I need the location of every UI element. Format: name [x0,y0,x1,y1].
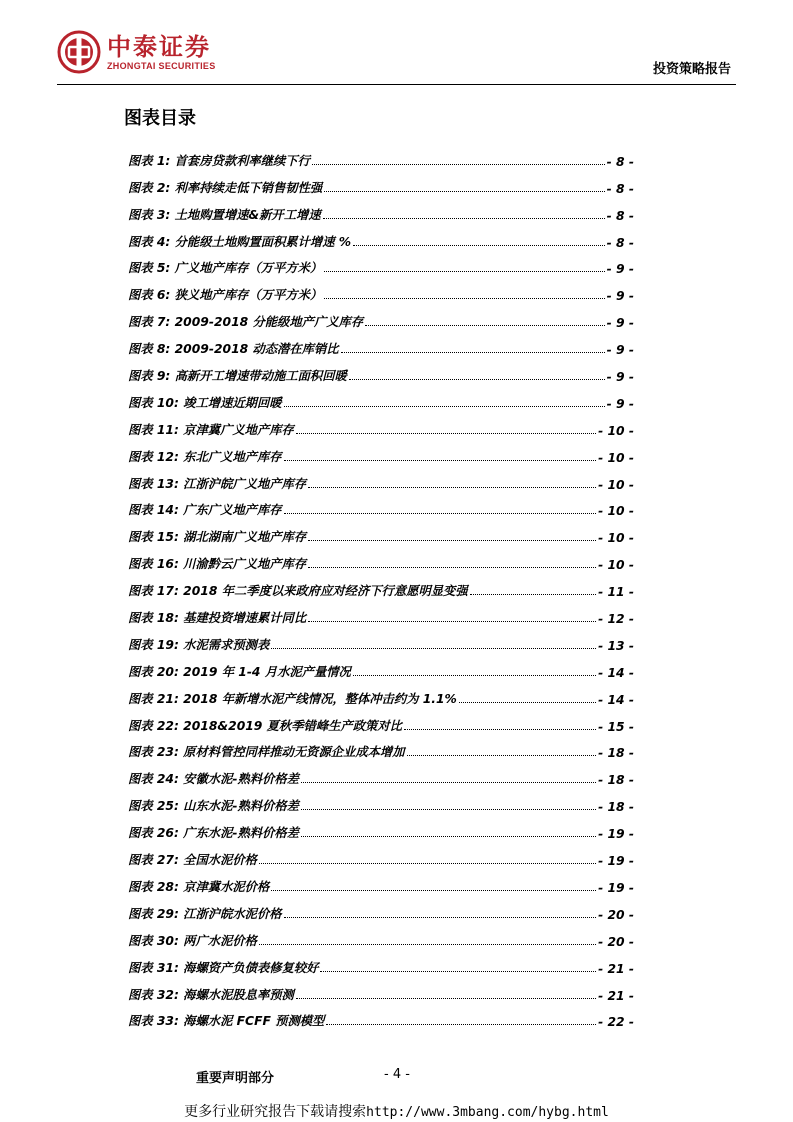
toc-item-page: - 21 - [598,961,634,976]
toc-item-label: 图表 31: 海螺资产负债表修复较好 [128,960,319,975]
toc-leader-dots [284,917,597,918]
toc-item-page: - 19 - [598,854,634,869]
table-of-figures [128,142,634,1029]
toc-item-page: - 20 - [598,934,634,949]
toc-item-label: 图表 27: 全国水泥价格 [128,853,257,868]
toc-item-label: 图表 15: 湖北湖南广义地产库存 [128,530,307,545]
toc-item[interactable] [128,357,634,384]
toc-leader-dots [470,594,596,595]
toc-item-label: 图表 21: 2018 年新增水泥产线情况，整体冲击约为 1.1% [128,691,457,706]
toc-item[interactable] [128,949,634,976]
toc-item-page: - 22 - [598,1015,634,1030]
toc-item-label: 图表 30: 两广水泥价格 [128,933,257,948]
toc-leader-dots [312,164,605,165]
toc-item-page: - 8 - [606,235,634,250]
toc-item-label: 图表 13: 江浙沪皖广义地产库存 [128,476,307,491]
toc-leader-dots [404,729,596,730]
toc-item[interactable] [128,868,634,895]
toc-leader-dots [353,245,605,246]
logo-chinese-name: 中泰证券 [107,32,211,61]
toc-item-page: - 9 - [606,289,634,304]
toc-item-page: - 10 - [598,531,634,546]
toc-item-page: - 14 - [598,692,634,707]
toc-leader-dots [324,191,604,192]
toc-item-page: - 9 - [606,262,634,277]
toc-item-label: 图表 9: 高新开工增速带动施工面积回暖 [128,369,347,384]
toc-item[interactable] [128,465,634,492]
toc-item-label: 图表 11: 京津冀广义地产库存 [128,422,294,437]
toc-leader-dots [301,809,596,810]
toc-leader-dots [259,863,596,864]
toc-item-label: 图表 5: 广义地产库存（万平方米） [128,261,323,276]
toc-item[interactable] [128,1003,634,1030]
toc-item[interactable] [128,196,634,223]
toc-item-page: - 21 - [598,988,634,1003]
toc-item-label: 图表 28: 京津冀水泥价格 [128,879,270,894]
toc-item[interactable] [128,411,634,438]
toc-item-label: 图表 29: 江浙沪皖水泥价格 [128,906,282,921]
toc-item-page: - 20 - [598,907,634,922]
logo-english-name: ZHONGTAI SECURITIES [107,60,216,71]
toc-item-label: 图表 25: 山东水泥-熟料价格差 [128,799,299,814]
toc-item-label: 图表 8: 2009-2018 动态潜在库销比 [128,342,339,357]
toc-leader-dots [301,836,596,837]
toc-item[interactable] [128,276,634,303]
toc-leader-dots [308,540,596,541]
toc-item-label: 图表 32: 海螺水泥股息率预测 [128,987,294,1002]
toc-item-page: - 9 - [606,370,634,385]
toc-item[interactable] [128,492,634,519]
toc-item[interactable] [128,734,634,761]
toc-item-page: - 11 - [598,585,634,600]
toc-item-label: 图表 19: 水泥需求预测表 [128,637,270,652]
toc-item[interactable] [128,922,634,949]
toc-item[interactable] [128,438,634,465]
report-type-label: 投资策略报告 [652,62,731,77]
toc-leader-dots [324,271,604,272]
toc-item-label: 图表 23: 原材料管控同样推动无资源企业成本增加 [128,745,405,760]
toc-item-label: 图表 6: 狭义地产库存（万平方米） [128,288,323,303]
toc-leader-dots [259,944,596,945]
toc-item-page: - 13 - [598,638,634,653]
zhongtai-logo-icon [57,30,101,74]
toc-item-label: 图表 12: 东北广义地产库存 [128,449,282,464]
toc-item-page: - 18 - [598,800,634,815]
toc-item-page: - 9 - [606,396,634,411]
toc-item-page: - 12 - [598,612,634,627]
toc-item-label: 图表 22: 2018&2019 夏秋季错峰生产政策对比 [128,718,402,733]
footer-ad-text: 更多行业研究报告下载请搜索 [184,1104,367,1120]
toc-item-page: - 8 - [606,154,634,169]
toc-item-label: 图表 1: 首套房贷款利率继续下行 [128,153,310,168]
toc-item[interactable] [128,680,634,707]
toc-item[interactable] [128,545,634,572]
toc-item-page: - 8 - [606,208,634,223]
toc-item[interactable] [128,787,634,814]
toc-item-label: 图表 16: 川渝黔云广义地产库存 [128,557,307,572]
toc-leader-dots [320,971,596,972]
toc-leader-dots [353,675,596,676]
toc-leader-dots [341,352,605,353]
toc-item-page: - 19 - [598,827,634,842]
toc-leader-dots [308,621,596,622]
toc-item[interactable] [128,599,634,626]
toc-leader-dots [365,325,605,326]
toc-leader-dots [323,218,605,219]
toc-item-page: - 15 - [598,719,634,734]
toc-leader-dots [284,460,597,461]
toc-leader-dots [271,890,596,891]
disclaimer-label: 重要声明部分 [196,1071,275,1086]
toc-item[interactable] [128,223,634,250]
toc-item-page: - 8 - [606,181,634,196]
toc-item[interactable] [128,707,634,734]
toc-title: 图表目录 [124,108,196,129]
toc-item[interactable] [128,142,634,169]
toc-item-page: - 10 - [598,558,634,573]
toc-leader-dots [326,1024,596,1025]
toc-item[interactable] [128,572,634,599]
toc-item-label: 图表 17: 2018 年二季度以来政府应对经济下行意愿明显变强 [128,584,468,599]
toc-item-page: - 10 - [598,450,634,465]
toc-leader-dots [349,379,605,380]
toc-item-label: 图表 20: 2019 年 1-4 月水泥产量情况 [128,664,351,679]
page-number: - 4 - [384,1067,410,1082]
toc-item[interactable] [128,518,634,545]
toc-item-page: - 18 - [598,746,634,761]
toc-item[interactable] [128,895,634,922]
toc-leader-dots [324,298,604,299]
toc-leader-dots [296,433,596,434]
toc-item[interactable] [128,814,634,841]
toc-item-page: - 19 - [598,880,634,895]
toc-item[interactable] [128,169,634,196]
toc-leader-dots [308,487,596,488]
toc-item-label: 图表 24: 安徽水泥-熟料价格差 [128,772,299,787]
toc-item[interactable] [128,760,634,787]
toc-item[interactable] [128,976,634,1003]
toc-item-label: 图表 2: 利率持续走低下销售韧性强 [128,180,323,195]
toc-item-label: 图表 10: 竣工增速近期回暖 [128,395,282,410]
toc-leader-dots [296,998,596,999]
toc-leader-dots [308,567,596,568]
toc-leader-dots [459,702,596,703]
toc-item[interactable] [128,841,634,868]
toc-item-label: 图表 7: 2009-2018 分能级地产广义库存 [128,315,364,330]
toc-item[interactable] [128,303,634,330]
header-divider [57,84,736,85]
toc-item-label: 图表 14: 广东广义地产库存 [128,503,282,518]
toc-item-label: 图表 26: 广东水泥-熟料价格差 [128,826,299,841]
toc-leader-dots [284,406,605,407]
toc-item-label: 图表 33: 海螺水泥 FCFF 预测模型 [128,1014,325,1029]
toc-item-page: - 9 - [606,316,634,331]
toc-item[interactable] [128,653,634,680]
toc-item-page: - 9 - [606,343,634,358]
toc-item[interactable] [128,626,634,653]
toc-item-page: - 18 - [598,773,634,788]
footer-ad [0,1101,793,1121]
toc-item-label: 图表 18: 基建投资增速累计同比 [128,611,307,626]
toc-item-label: 图表 3: 土地购置增速&新开工增速 [128,207,321,222]
toc-item-label: 图表 4: 分能级土地购置面积累计增速 % [128,234,352,249]
toc-item[interactable] [128,330,634,357]
toc-item-page: - 14 - [598,665,634,680]
toc-leader-dots [271,648,596,649]
toc-item-page: - 10 - [598,504,634,519]
toc-item[interactable] [128,250,634,277]
footer-ad-link[interactable]: http://www.3mbang.com/hybg.html [366,1105,609,1120]
toc-leader-dots [407,755,597,756]
toc-leader-dots [284,513,597,514]
toc-leader-dots [301,782,596,783]
toc-item-page: - 10 - [598,423,634,438]
company-logo [57,30,216,74]
toc-item[interactable] [128,384,634,411]
toc-item-page: - 10 - [598,477,634,492]
